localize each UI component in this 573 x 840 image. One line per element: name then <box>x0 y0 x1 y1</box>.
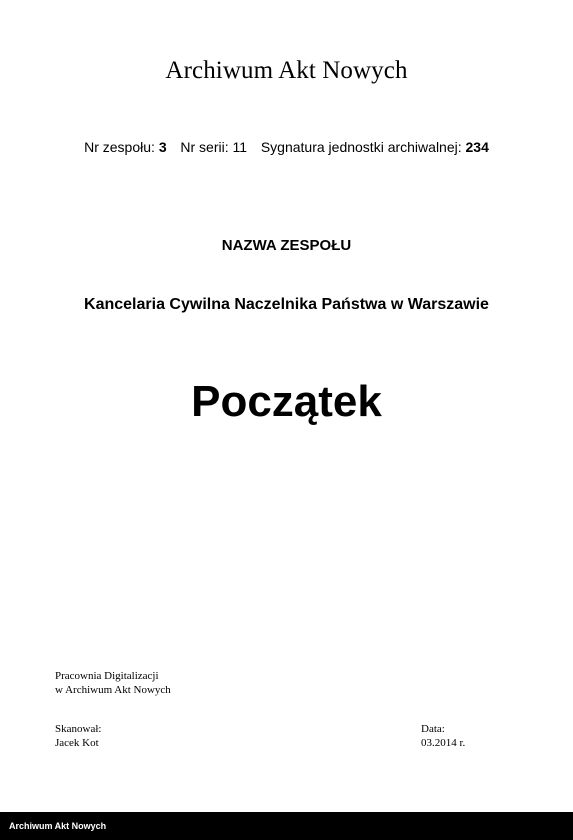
document-title: Początek <box>191 377 382 426</box>
scanned-by-name: Jacek Kot <box>55 737 99 749</box>
scanned-by-block <box>55 722 101 750</box>
archive-name-heading: Archiwum Akt Nowych <box>165 57 408 84</box>
series-number-value: 11 <box>232 139 248 155</box>
signature-label: Sygnatura jednostki archiwalnej: <box>260 139 462 155</box>
digitization-line-2: w Archiwum Akt Nowych <box>55 684 171 696</box>
footer-archive-name: Archiwum Akt Nowych <box>9 821 107 831</box>
footer-bar <box>0 812 573 840</box>
date-value: 03.2014 r. <box>421 737 466 749</box>
scanned-by-label: Skanował: <box>55 723 102 735</box>
digitization-line-1: Pracownia Digitalizacji <box>55 670 159 682</box>
series-number-label: Nr serii: <box>180 139 229 155</box>
fonds-name: Kancelaria Cywilna Naczelnika Państwa w Warszawie <box>84 296 489 313</box>
date-block <box>421 722 465 750</box>
fonds-number-label: Nr zespołu: <box>84 139 155 155</box>
date-label: Data: <box>421 723 445 735</box>
reference-line <box>0 138 573 156</box>
fonds-number-value: 3 <box>158 139 167 155</box>
signature-value: 234 <box>465 139 489 155</box>
digitization-block <box>55 669 171 697</box>
fonds-heading: NAZWA ZESPOŁU <box>221 237 352 254</box>
